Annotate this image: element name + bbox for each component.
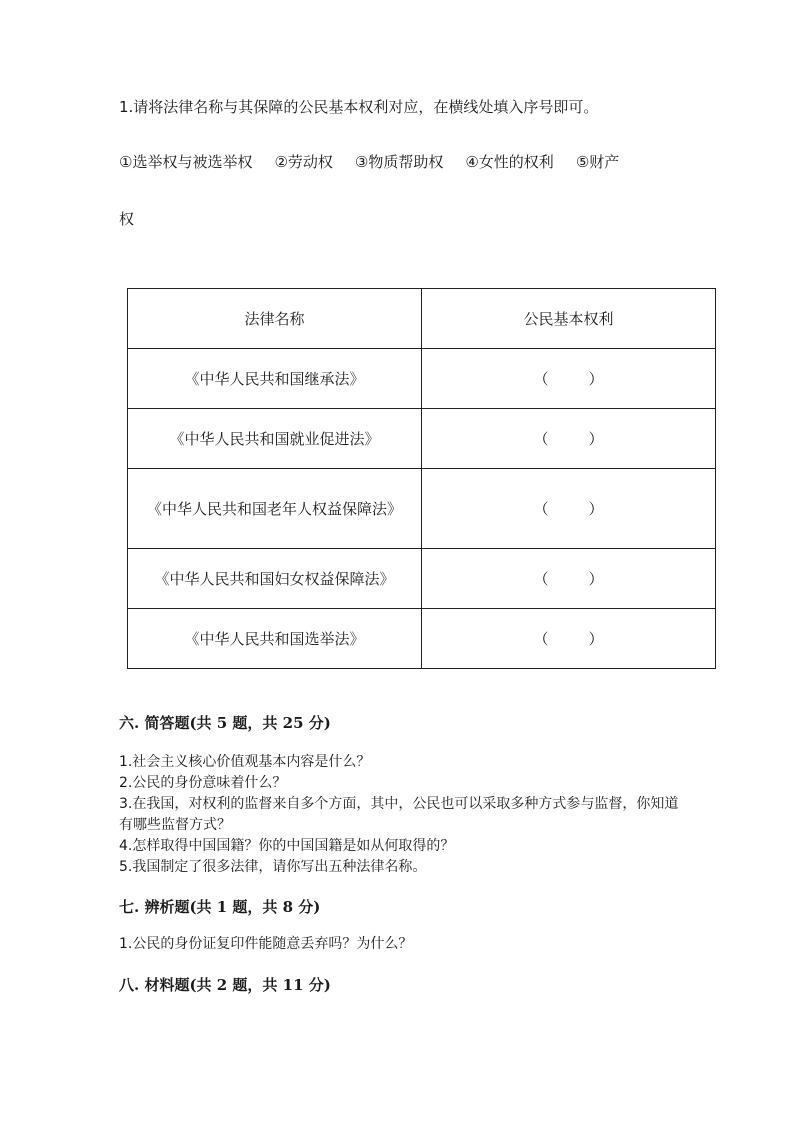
list-item: 2.公民的身份意味着什么？ [119, 775, 287, 791]
option-item: ②劳动权 [274, 153, 333, 171]
option-item: ③物质帮助权 [354, 153, 444, 171]
answer-blank[interactable] [422, 409, 716, 469]
law-name-cell: 《中华人民共和国老年人权益保障法》 [128, 469, 422, 549]
list-item: 1.公民的身份证复印件能随意丢弃吗？为什么？ [119, 936, 413, 952]
list-item: 5.我国制定了很多法律，请你写出五种法律名称。 [119, 859, 427, 875]
law-name-cell: 《中华人民共和国继承法》 [128, 349, 422, 409]
law-name-cell: 《中华人民共和国就业促进法》 [128, 409, 422, 469]
header-law-name: 法律名称 [128, 289, 422, 349]
close-paren: ） [588, 569, 604, 588]
option-wrap-text: 权 [119, 210, 135, 228]
section-title-analysis: 七. 辨析题(共 1 题，共 8 分) [119, 898, 321, 916]
open-paren: （ [533, 369, 549, 388]
open-paren: （ [533, 429, 549, 448]
table-header-row [128, 289, 716, 349]
open-paren: （ [533, 629, 549, 648]
option-item: ①选举权与被选举权 [119, 153, 253, 171]
header-rights: 公民基本权利 [422, 289, 716, 349]
section-title-short-answer: 六. 简答题(共 5 题，共 25 分) [119, 714, 331, 732]
list-item: 3.在我国，对权利的监督来自多个方面，其中，公民也可以采取多种方式参与监督，你知道有哪些监督方式？ [119, 796, 679, 833]
option-item: ⑤财产 [575, 153, 620, 171]
table-row [128, 469, 716, 549]
close-paren: ） [588, 429, 604, 448]
answer-blank[interactable] [422, 549, 716, 609]
close-paren: ） [588, 499, 604, 518]
close-paren: ） [588, 629, 604, 648]
table-row [128, 409, 716, 469]
open-paren: （ [533, 569, 549, 588]
question-intro: 1.请将法律名称与其保障的公民基本权利对应，在横线处填入序号即可。 [119, 98, 599, 116]
short-answer-list [119, 752, 679, 878]
option-item: ④女性的权利 [465, 153, 554, 171]
answer-blank[interactable] [422, 469, 716, 549]
close-paren: ） [588, 369, 604, 388]
answer-blank[interactable] [422, 349, 716, 409]
law-name-cell: 《中华人民共和国妇女权益保障法》 [128, 549, 422, 609]
list-item: 1.社会主义核心价值观基本内容是什么？ [119, 754, 371, 770]
section-title-material: 八. 材料题(共 2 题，共 11 分) [119, 976, 331, 994]
table-row [128, 549, 716, 609]
law-rights-table [127, 288, 716, 669]
table-row [128, 609, 716, 669]
table-row [128, 349, 716, 409]
options-list [119, 151, 679, 173]
answer-blank[interactable] [422, 609, 716, 669]
open-paren: （ [533, 499, 549, 518]
list-item: 4.怎样取得中国国籍？你的中国国籍是如从何取得的？ [119, 838, 455, 854]
law-name-cell: 《中华人民共和国选举法》 [128, 609, 422, 669]
